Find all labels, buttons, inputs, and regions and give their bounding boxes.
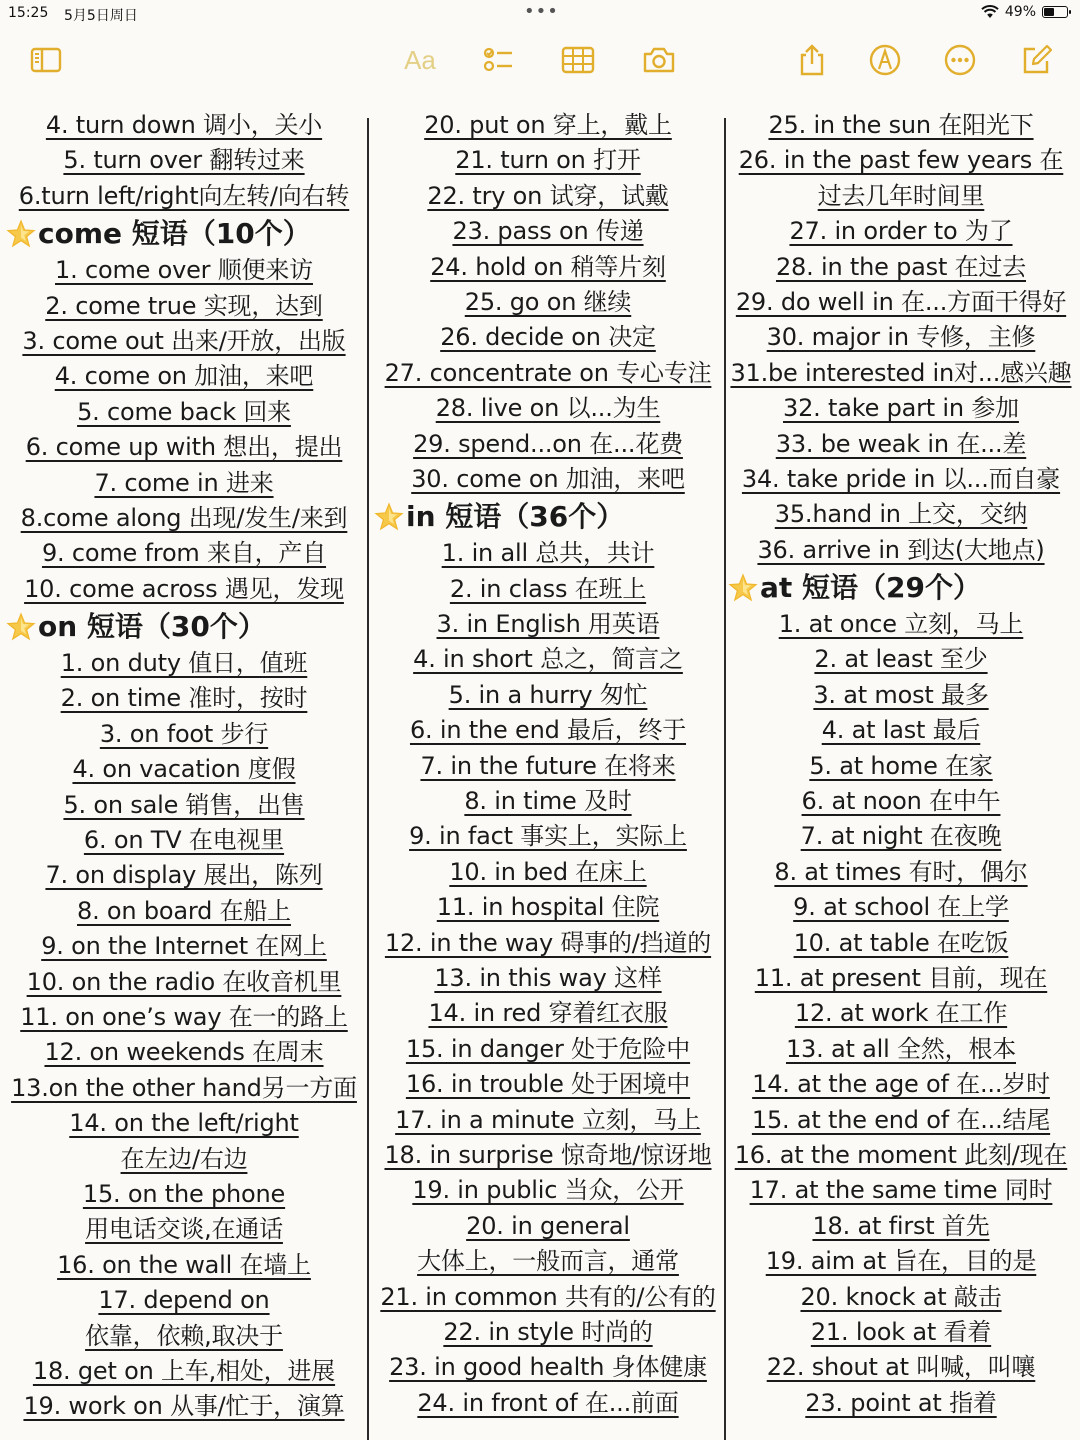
phrase-line: 25. go on 继续 <box>464 287 632 316</box>
phrase-line: 12. in the way 碍事的/挡道的 <box>384 928 712 957</box>
phrase-line: 34. take pride in 以...而自豪 <box>741 464 1061 493</box>
phrase-line: 20. put on 穿上，戴上 <box>424 111 672 139</box>
sidebar-toggle-icon[interactable] <box>26 38 66 82</box>
phrase-line: 16. on the wall 在墙上 <box>57 1250 311 1279</box>
phrase-line: 19. work on 从事/忙于，演算 <box>23 1392 345 1421</box>
section-heading-text: at 短语（29个） <box>760 571 981 605</box>
phrase-line: 5. come back 回来 <box>77 397 291 426</box>
phrase-line: 5. turn over 翻转过来 <box>63 146 305 175</box>
phrase-line: 9. on the Internet 在网上 <box>41 932 327 961</box>
phrase-line: 8. on board 在船上 <box>77 896 291 925</box>
section-heading-text: in 短语（36个） <box>406 500 625 534</box>
phrase-line: 26. decide on 决定 <box>440 323 656 352</box>
checklist-icon[interactable] <box>478 38 518 82</box>
phrase-line: 2. at least 至少 <box>814 645 988 674</box>
phrase-line: 4. come on 加油，来吧 <box>54 362 314 391</box>
phrase-line: 10. at table 在吃饭 <box>793 928 1009 957</box>
phrase-line: 1. in all 总共，共计 <box>441 539 655 568</box>
phrase-line: 24. hold on 稍等片刻 <box>430 252 666 281</box>
phrase-line: 23. point at 指着 <box>805 1388 997 1417</box>
section-heading-text: come 短语（10个） <box>38 217 311 251</box>
phrase-line: 30. major in 专修，主修 <box>766 323 1036 352</box>
phrase-line: 9. in fact 事实上，实际上 <box>409 822 687 851</box>
status-time: 15:25 <box>8 5 49 21</box>
phrase-line: 13. at all 全然，根本 <box>785 1034 1016 1063</box>
phrase-line: 27. in order to 为了 <box>789 217 1013 246</box>
phrase-line: 用电话交谈,在通话 <box>85 1215 283 1244</box>
phrase-line: 8.come along 出现/发生/来到 <box>20 503 348 532</box>
star-icon <box>374 502 404 532</box>
phrase-line: 14. in red 穿着红衣服 <box>428 999 668 1028</box>
phrase-line: 25. in the sun 在阳光下 <box>768 111 1034 139</box>
battery-icon <box>1042 6 1068 18</box>
phrase-line: 16. in trouble 处于困境中 <box>405 1070 691 1099</box>
phrase-line: 3. in English 用英语 <box>436 610 660 639</box>
phrase-line: 36. arrive in 到达(大地点) <box>757 535 1045 564</box>
share-icon[interactable] <box>792 38 832 82</box>
star-icon <box>728 573 758 603</box>
markup-pen-icon[interactable] <box>865 38 905 82</box>
phrase-line: 23. in good health 身体健康 <box>389 1353 707 1382</box>
phrase-line: 8. in time 及时 <box>464 787 632 816</box>
phrase-line: 26. in the past few years 在 <box>738 146 1064 175</box>
phrase-line: 10. come across 遇见，发现 <box>24 574 344 603</box>
phrase-line: 28. live on 以...为生 <box>435 394 661 423</box>
phrase-line: 17. at the same time 同时 <box>749 1176 1053 1205</box>
phrase-line: 过去几年时间里 <box>817 181 985 210</box>
phrase-line: 15. at the end of 在...结尾 <box>751 1105 1051 1134</box>
phrase-line: 5. in a hurry 匆忙 <box>448 680 648 709</box>
column-divider <box>367 118 369 1440</box>
phrase-line: 11. on one’s way 在一的路上 <box>20 1002 348 1031</box>
phrase-line: 21. in common 共有的/公有的 <box>380 1282 716 1311</box>
phrase-line: 4. on vacation 度假 <box>72 755 296 784</box>
phrase-line: 28. in the past 在过去 <box>775 252 1026 281</box>
status-date: 5月5日周日 <box>64 8 138 24</box>
section-heading <box>374 497 624 536</box>
phrase-line: 9. come from 来自，产自 <box>41 539 327 568</box>
format-text-button[interactable]: Aa <box>404 44 436 75</box>
phrase-line: 21. look at 看着 <box>810 1317 992 1346</box>
phrase-line: 6.turn left/right向左转/向右转 <box>18 181 350 210</box>
phrase-line: 13.on the other hand另一方面 <box>11 1073 357 1102</box>
battery-percent: 49% <box>1004 4 1036 20</box>
multitasking-dots-icon[interactable]: ••• <box>524 1 559 22</box>
note-body[interactable] <box>0 108 1080 1440</box>
phrase-line: 4. turn down 调小，关小 <box>45 111 323 139</box>
phrase-line: 19. in public 当众，公开 <box>412 1176 684 1205</box>
phrase-line: 15. on the phone <box>82 1179 286 1208</box>
phrase-line: 7. in the future 在将来 <box>420 751 676 780</box>
phrase-line: 1. come over 顺便来访 <box>55 256 313 285</box>
phrase-line: 2. in class 在班上 <box>449 574 647 603</box>
phrase-line: 10. in bed 在床上 <box>449 857 647 886</box>
phrase-line: 31.be interested in对...感兴趣 <box>730 358 1072 387</box>
star-icon <box>6 219 36 249</box>
phrase-line: 17. in a minute 立刻，马上 <box>395 1105 701 1134</box>
phrase-line: 8. at times 有时，偶尔 <box>774 857 1028 886</box>
phrase-line: 22. in style 时尚的 <box>443 1317 653 1346</box>
phrase-line: 29. do well in 在...方面干得好 <box>735 287 1067 316</box>
column-2 <box>374 108 722 1421</box>
phrase-line: 6. at noon 在中午 <box>801 787 1001 816</box>
phrase-line: 29. spend...on 在...花费 <box>413 429 683 458</box>
phrase-line: 23. pass on 传递 <box>452 217 644 246</box>
phrase-line: 7. at night 在夜晚 <box>800 822 1002 851</box>
phrase-line: 7. on display 展出，陈列 <box>45 861 323 890</box>
more-options-icon[interactable] <box>940 38 980 82</box>
phrase-line: 6. on TV 在电视里 <box>83 826 285 855</box>
phrase-line: 2. on time 准时，按时 <box>60 684 308 713</box>
phrase-line: 14. at the age of 在...岁时 <box>752 1070 1050 1099</box>
phrase-line: 7. come in 进来 <box>94 468 274 497</box>
phrase-line: 10. on the radio 在收音机里 <box>26 967 342 996</box>
phrase-line: 30. come on 加油，来吧 <box>411 464 685 493</box>
column-divider <box>724 118 726 1440</box>
phrase-line: 32. take part in 参加 <box>783 394 1019 423</box>
phrase-line: 依靠，依赖,取决于 <box>85 1321 283 1350</box>
phrase-line: 20. in general <box>466 1211 630 1240</box>
column-1 <box>6 108 362 1425</box>
phrase-line: 11. in hospital 住院 <box>436 893 660 922</box>
phrase-line: 大体上，一般而言，通常 <box>417 1247 679 1276</box>
phrase-line: 3. on foot 步行 <box>99 719 269 748</box>
notes-toolbar <box>0 38 1080 84</box>
phrase-line: 4. in short 总之，简言之 <box>413 645 683 674</box>
section-heading-text: on 短语（30个） <box>38 610 266 644</box>
phrase-line: 18. at first 首先 <box>812 1211 990 1240</box>
phrase-line: 15. in danger 处于危险中 <box>405 1034 691 1063</box>
phrase-line: 14. on the left/right <box>69 1109 299 1138</box>
phrase-line: 18. get on 上车,相处，进展 <box>32 1356 336 1385</box>
section-heading <box>6 214 311 253</box>
phrase-line: 19. aim at 旨在，目的是 <box>765 1247 1037 1276</box>
compose-icon[interactable] <box>1016 38 1056 82</box>
phrase-line: 4. at last 最后 <box>821 716 981 745</box>
phrase-line: 5. at home 在家 <box>809 751 993 780</box>
phrase-line: 27. concentrate on 专心专注 <box>384 358 712 387</box>
star-icon <box>6 612 36 642</box>
phrase-line: 3. come out 出来/开放，出版 <box>22 326 346 355</box>
phrase-line: 22. try on 试穿，试戴 <box>427 181 669 210</box>
phrase-line: 17. depend on <box>98 1286 270 1315</box>
phrase-line: 6. in the end 最后，终于 <box>409 716 687 745</box>
phrase-line: 5. on sale 销售，出售 <box>63 790 305 819</box>
phrase-line: 12. at work 在工作 <box>794 999 1008 1028</box>
phrase-line: 22. shout at 叫喊，叫嚷 <box>766 1353 1036 1382</box>
table-icon[interactable] <box>558 38 598 82</box>
phrase-line: 3. at most 最多 <box>813 680 989 709</box>
section-heading <box>6 607 266 646</box>
phrase-line: 在左边/右边 <box>120 1144 248 1173</box>
phrase-line: 21. turn on 打开 <box>455 146 641 175</box>
phrase-line: 12. on weekends 在周末 <box>44 1038 324 1067</box>
camera-icon[interactable] <box>639 38 679 82</box>
phrase-line: 20. knock at 敲击 <box>800 1282 1002 1311</box>
phrase-line: 33. be weak in 在...差 <box>775 429 1027 458</box>
phrase-line: 9. at school 在上学 <box>793 893 1009 922</box>
wifi-icon <box>981 5 999 19</box>
section-heading <box>728 568 981 607</box>
phrase-line: 24. in front of 在...前面 <box>417 1388 679 1417</box>
phrase-line: 6. come up with 想出，提出 <box>25 433 343 462</box>
phrase-line: 16. at the moment 此刻/现在 <box>734 1140 1068 1169</box>
status-bar <box>0 0 1080 28</box>
phrase-line: 2. come true 实现，达到 <box>45 291 323 320</box>
phrase-line: 11. at present 目前，现在 <box>754 963 1048 992</box>
phrase-line: 13. in this way 这样 <box>434 963 662 992</box>
phrase-line: 1. at once 立刻，马上 <box>778 610 1024 639</box>
phrase-line: 1. on duty 值日，值班 <box>60 649 308 678</box>
phrase-line: 35.hand in 上交，交纳 <box>774 500 1028 529</box>
phrase-line: 18. in surprise 惊奇地/惊讶地 <box>384 1140 712 1169</box>
column-3 <box>728 108 1074 1421</box>
